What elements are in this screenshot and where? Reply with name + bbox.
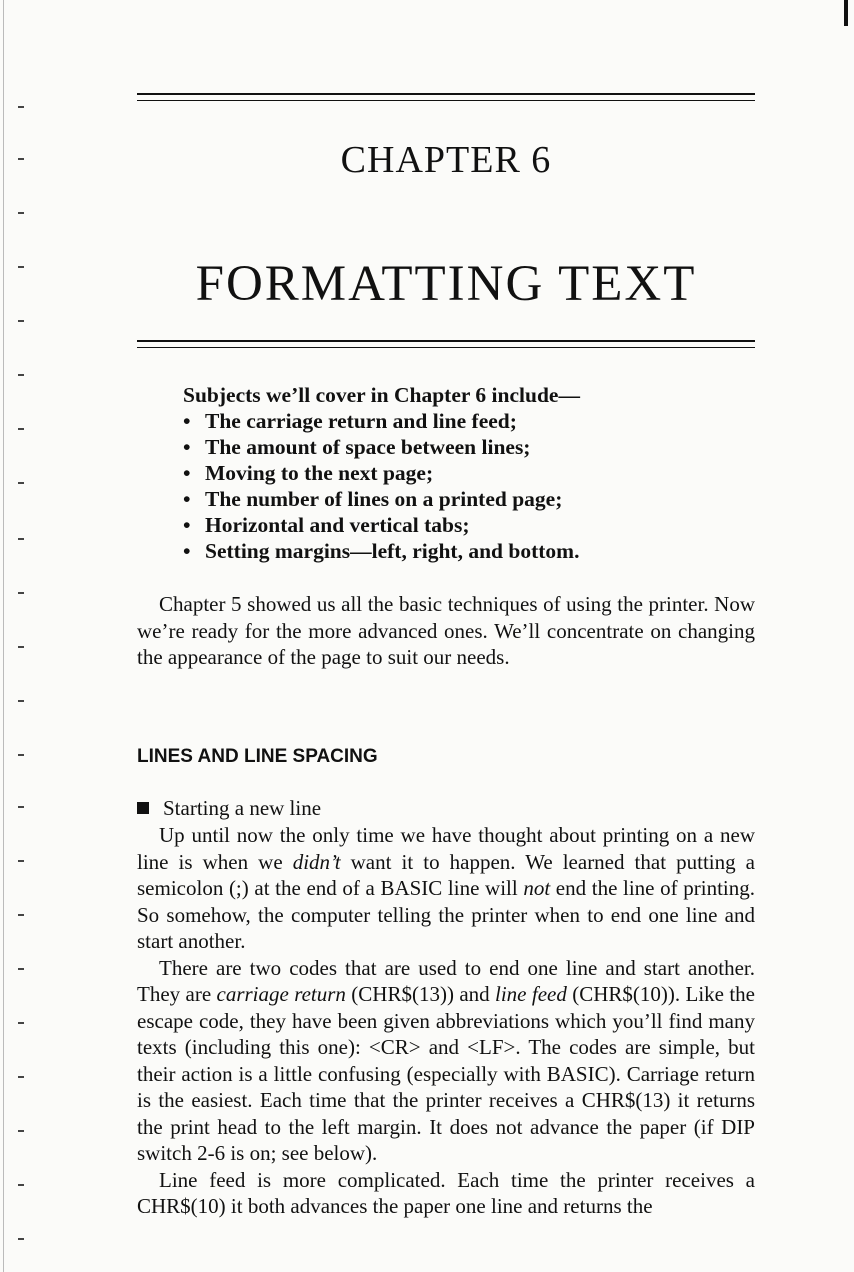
body-paragraph: There are two codes that are used to end one line and start another. They are carriage return (CHR$(13)) and line feed (CHR$(10)). Like the escape code, they have been given abbreviations which you’ll find many texts (including this one): <CR> and <LF>. The codes are simple, but their action is a little confusing (especially with BASIC). Carriage return is the easiest. Each time that the printer receives a CHR$(13) it returns the print head to the left margin. It does not advance the paper (if DIP switch 2-6 is on; see below). — [137, 955, 755, 1165]
chapter-title: FORMATTING TEXT — [195, 256, 697, 312]
subheading: Starting a new line — [137, 795, 321, 822]
body-paragraph: Up until now the only time we have thought about printing on a new line is when we didn’t want it to happen. We learned that putting a semicolon (;) at the end of a BASIC line will not end the line of printing. So somehow, the computer telling the printer when to end one line and start another. — [137, 823, 755, 953]
bottom-double-rule — [137, 340, 755, 348]
subject-item: • Moving to the next page; — [183, 461, 434, 485]
square-bullet-icon — [137, 802, 149, 814]
subjects-intro: Subjects we’ll cover in Chapter 6 include— — [183, 383, 580, 407]
body-text — [137, 822, 755, 1220]
subject-item: • The number of lines on a printed page; — [183, 487, 563, 511]
chapter-label: CHAPTER 6 — [340, 139, 552, 181]
section-heading: LINES AND LINE SPACING — [137, 746, 378, 767]
corner-mark — [844, 0, 848, 26]
subjects-box — [183, 382, 755, 564]
subject-item: • Setting margins—left, right, and bottom. — [183, 539, 580, 563]
intro-paragraph: Chapter 5 showed us all the basic techniques of using the printer. Now we’re ready for the more advanced ones. We’ll concentrate on changing the appearance of the page to suit our needs. — [137, 592, 755, 669]
subject-item: • The amount of space between lines; — [183, 435, 531, 459]
body-paragraph: Line feed is more complicated. Each time the printer receives a CHR$(10) it both advances the paper one line and returns the — [137, 1167, 755, 1218]
top-double-rule — [137, 93, 755, 101]
subject-item: • The carriage return and line feed; — [183, 409, 517, 433]
subject-item: • Horizontal and vertical tabs; — [183, 513, 470, 537]
page-edge — [3, 0, 4, 1272]
